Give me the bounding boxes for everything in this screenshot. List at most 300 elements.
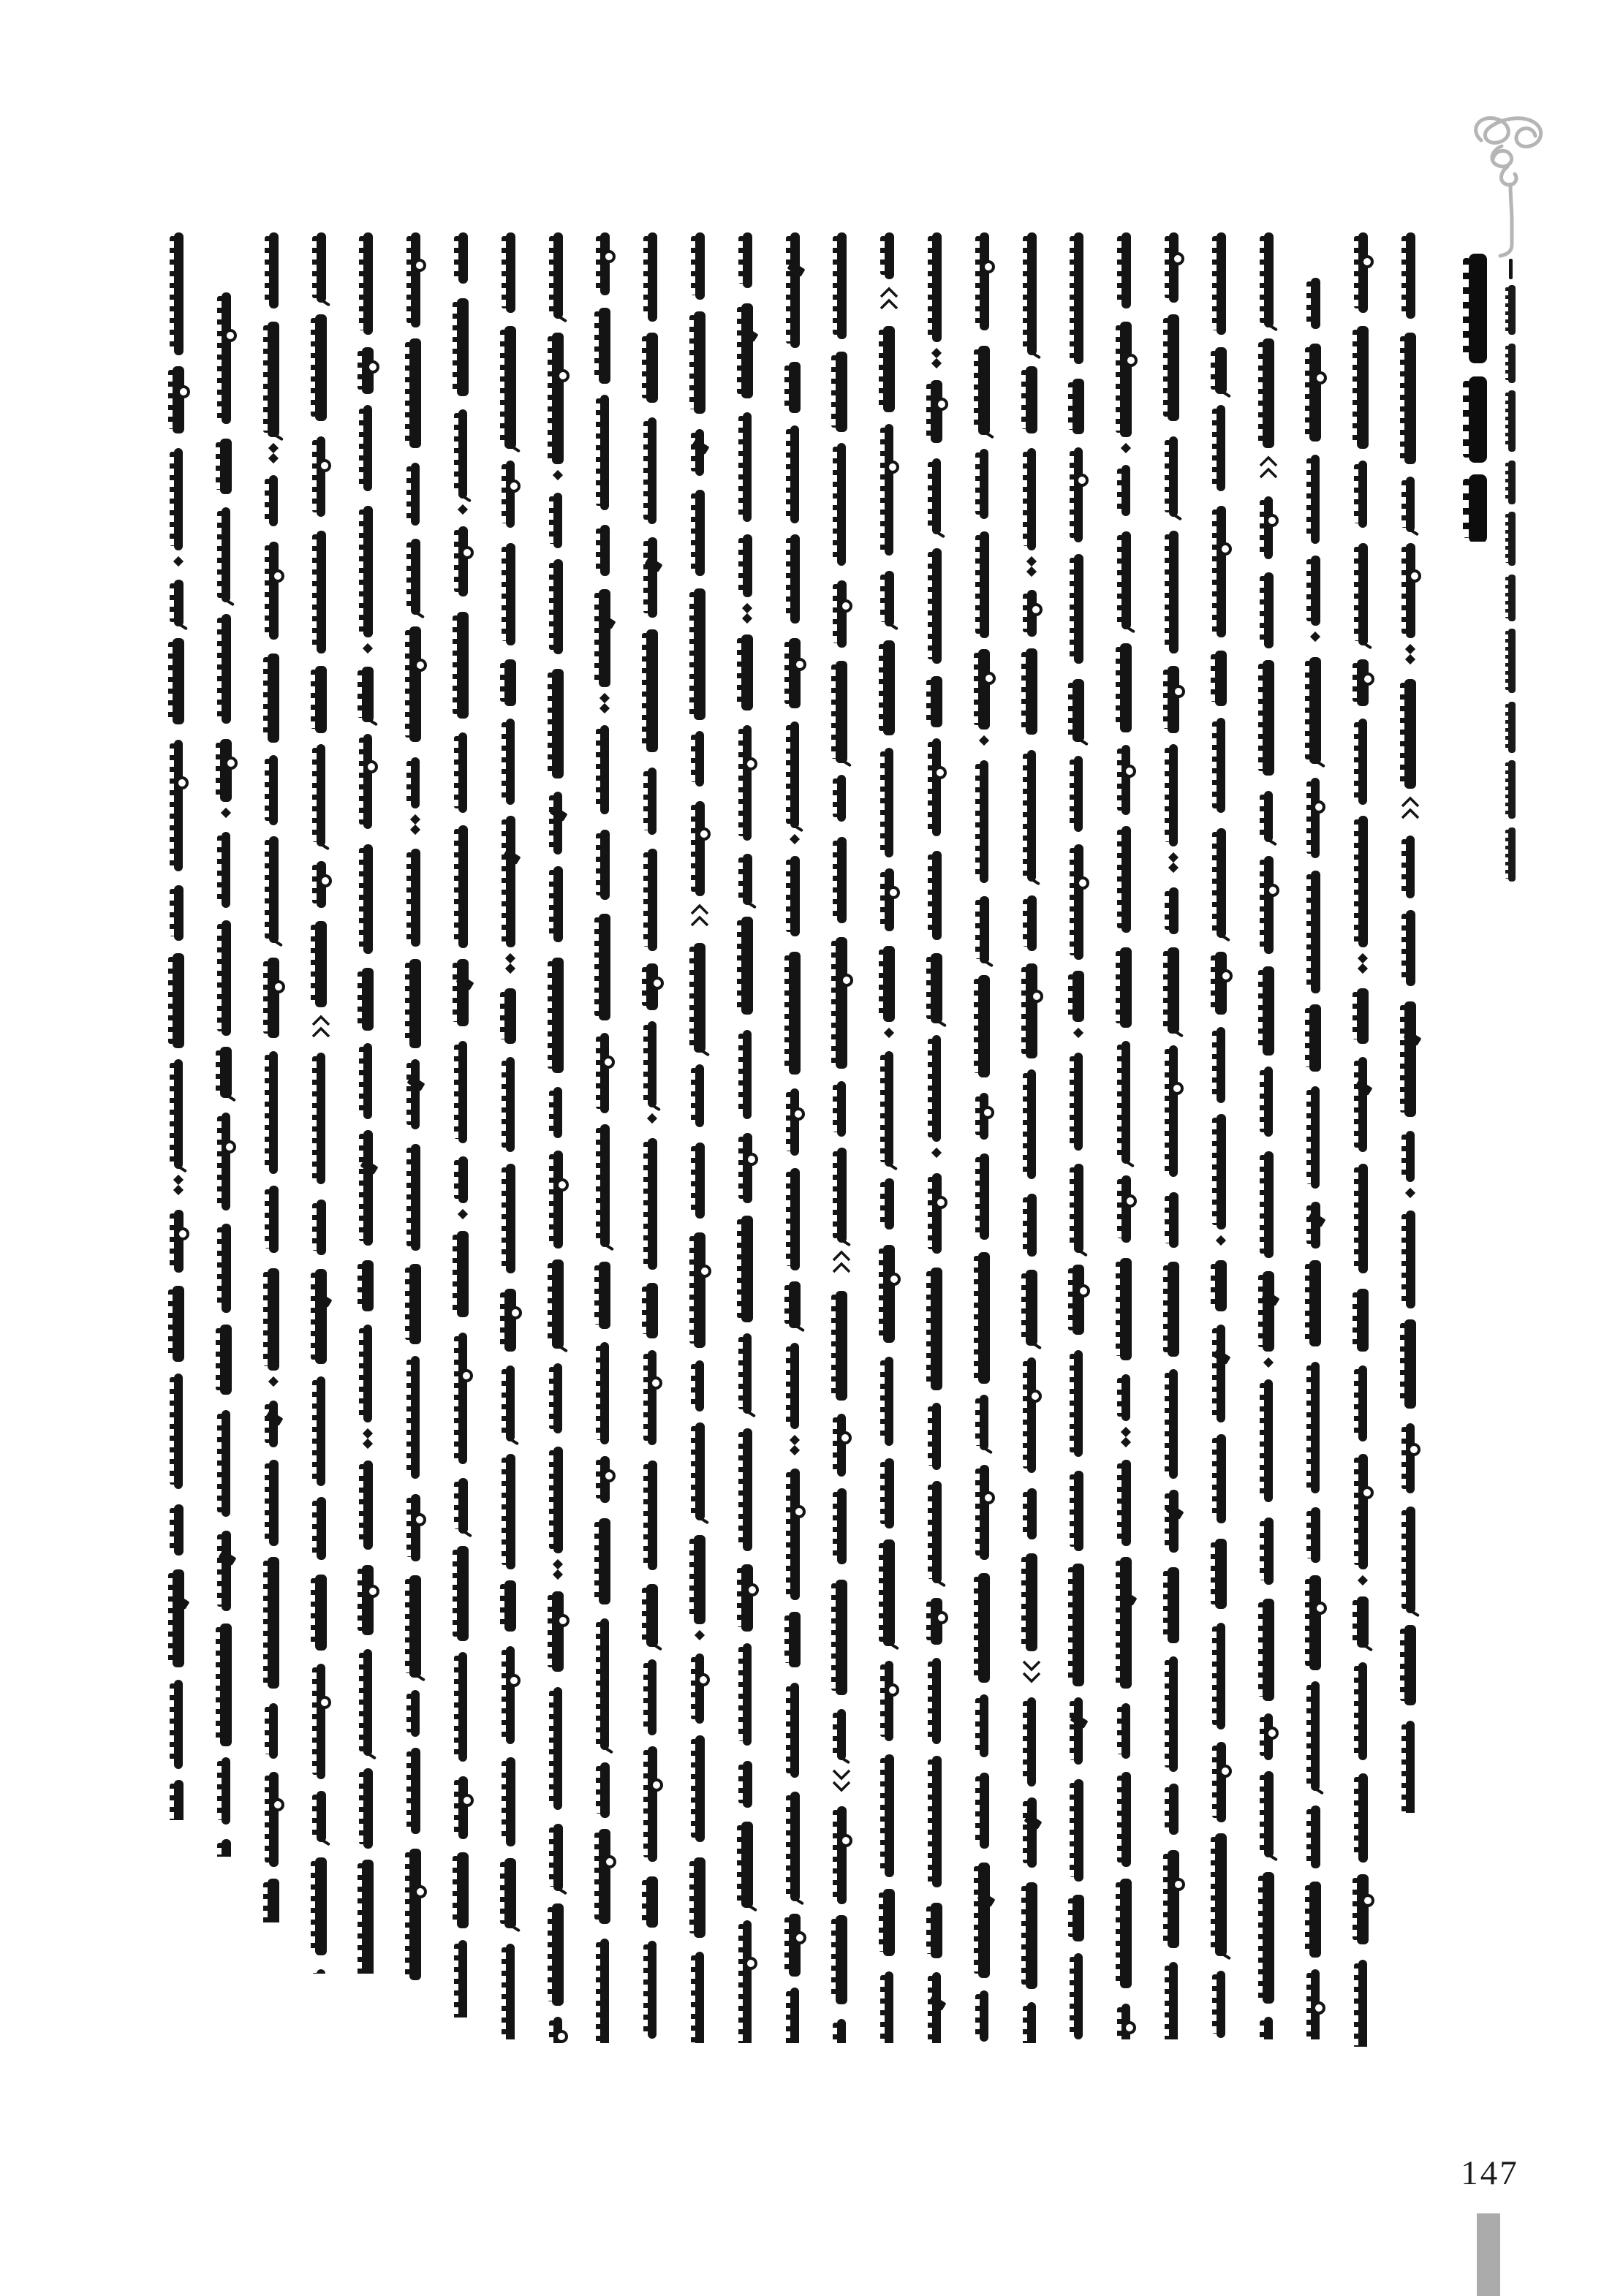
word-stroke [363, 405, 372, 491]
word-stroke [599, 1518, 610, 1604]
word-stroke [1169, 744, 1178, 846]
word-stroke [458, 825, 468, 948]
word-stroke [411, 1059, 420, 1129]
word-stroke [1264, 572, 1274, 648]
text-column [638, 232, 667, 2043]
word-stroke [409, 626, 421, 742]
word-stroke [694, 1857, 705, 1938]
flourish-ornament-icon [1456, 108, 1566, 259]
word-stroke [980, 1773, 989, 1849]
text-column [543, 232, 572, 2043]
punct-dot-icon [696, 1630, 703, 1640]
word-stroke [743, 412, 752, 522]
word-stroke [458, 232, 468, 284]
word-stroke [1072, 971, 1084, 1022]
word-stroke [599, 589, 610, 687]
text-column [211, 292, 241, 1857]
punct-dot-icon [459, 1209, 466, 1219]
word-stroke [837, 1488, 847, 1564]
word-stroke [1217, 1623, 1225, 1729]
punct-double-dot-icon [933, 348, 940, 368]
word-stroke [1217, 1114, 1226, 1230]
word-stroke [1406, 1507, 1415, 1613]
word-stroke [1027, 1797, 1037, 1868]
word-stroke [743, 1133, 752, 1203]
word-stroke [695, 1952, 704, 2043]
word-stroke [1309, 657, 1321, 764]
section-title-column [1461, 254, 1494, 542]
word-stroke [174, 1780, 184, 1820]
word-stroke [409, 1849, 421, 1980]
word-stroke [1027, 895, 1037, 951]
word-stroke [222, 292, 231, 424]
text-column [1301, 278, 1330, 2039]
word-stroke [173, 1286, 184, 1362]
word-stroke [268, 1268, 279, 1371]
word-stroke [1263, 1271, 1274, 1352]
text-column [1348, 232, 1377, 2047]
word-stroke [553, 1824, 563, 1891]
word-stroke [1026, 1882, 1037, 1989]
text-column [1396, 232, 1425, 1813]
punct-dot-icon [175, 556, 182, 567]
word-stroke [317, 1376, 325, 1486]
word-stroke [883, 946, 895, 1022]
word-stroke [411, 1356, 420, 1479]
word-stroke [506, 1365, 515, 1441]
word-stroke [409, 338, 421, 448]
word-stroke [1358, 1057, 1367, 1152]
word-stroke [506, 1757, 515, 1846]
word-stroke [173, 953, 184, 1048]
word-stroke [741, 1564, 753, 1632]
word-stroke [1217, 405, 1225, 491]
punct-dot-icon [222, 808, 230, 818]
word-stroke [1263, 1872, 1274, 2004]
word-stroke [648, 849, 657, 951]
word-stroke [1358, 543, 1368, 645]
word-stroke [743, 1920, 752, 2043]
word-stroke [1406, 1210, 1415, 1308]
word-stroke [790, 534, 800, 624]
text-column [685, 232, 714, 2043]
text-column [969, 232, 999, 2043]
word-stroke [1074, 1697, 1083, 1765]
word-stroke [1121, 745, 1130, 815]
word-stroke [790, 1683, 799, 1778]
word-stroke [932, 1403, 941, 1470]
word-stroke [553, 1087, 562, 1138]
word-stroke [1264, 1713, 1273, 1760]
word-stroke [1508, 344, 1516, 383]
word-stroke [1311, 1086, 1320, 1189]
word-stroke [837, 443, 846, 566]
word-stroke [932, 1972, 941, 2043]
word-stroke [978, 1863, 990, 1978]
word-stroke [457, 1546, 469, 1641]
word-stroke [695, 1735, 705, 1842]
word-stroke [1357, 988, 1369, 1044]
word-stroke [1469, 474, 1487, 542]
punct-double-dot-icon [1407, 644, 1414, 664]
word-stroke [695, 429, 704, 476]
word-stroke [1027, 2002, 1036, 2043]
word-stroke [1074, 1953, 1083, 2039]
word-stroke [362, 968, 374, 1031]
word-stroke [411, 1748, 420, 1834]
word-stroke [1264, 232, 1274, 327]
word-stroke [268, 1557, 279, 1689]
word-stroke [885, 1754, 894, 1877]
punct-double-dot-icon [1028, 556, 1035, 577]
word-stroke [409, 1264, 421, 1344]
word-stroke [1169, 1962, 1178, 2039]
punct-dot-icon [1312, 632, 1319, 642]
word-stroke [1264, 791, 1273, 842]
word-stroke [932, 1756, 942, 1887]
word-stroke [457, 1852, 469, 1928]
word-stroke [362, 667, 374, 722]
word-stroke [1309, 1882, 1321, 1958]
word-stroke [363, 1460, 373, 1550]
word-stroke [694, 311, 705, 414]
word-stroke [1217, 1434, 1226, 1523]
word-stroke [1120, 1258, 1132, 1360]
word-stroke [552, 1259, 564, 1349]
word-stroke [553, 1151, 563, 1249]
word-stroke [980, 1153, 989, 1240]
punct-dot-icon [1265, 1357, 1272, 1368]
word-stroke [980, 1465, 989, 1560]
word-stroke [648, 1659, 657, 1735]
word-stroke [836, 1915, 847, 2004]
punct-double-dot-icon [270, 443, 277, 463]
word-stroke [315, 1857, 327, 1955]
word-stroke [648, 1460, 657, 1570]
word-stroke [1215, 347, 1227, 394]
word-stroke [790, 1792, 800, 1901]
word-stroke [269, 1772, 279, 1867]
word-stroke [648, 1138, 657, 1270]
word-stroke [506, 543, 515, 645]
word-stroke [1508, 629, 1516, 693]
word-stroke [1217, 232, 1226, 335]
word-stroke [1311, 278, 1320, 329]
word-stroke [411, 463, 420, 526]
word-stroke [457, 298, 469, 396]
text-column [780, 232, 809, 2043]
word-stroke [1404, 679, 1416, 789]
word-stroke [268, 1879, 279, 1922]
word-stroke [411, 232, 420, 327]
word-stroke [646, 333, 658, 403]
word-stroke [411, 1144, 420, 1251]
word-stroke [552, 958, 564, 1073]
word-stroke [409, 1575, 421, 1678]
word-stroke [885, 748, 893, 857]
punct-dot-icon [364, 643, 371, 653]
word-stroke [411, 539, 420, 615]
word-stroke [600, 1762, 610, 1818]
word-stroke [458, 1776, 468, 1839]
word-stroke [1168, 1262, 1179, 1357]
word-stroke [1169, 232, 1179, 303]
word-stroke [1358, 1164, 1368, 1273]
word-stroke [1263, 660, 1274, 776]
word-stroke [458, 1478, 468, 1534]
word-stroke [646, 629, 658, 752]
word-stroke [174, 1680, 183, 1769]
word-stroke [1215, 1833, 1227, 1956]
punct-double-dot-icon [364, 1428, 371, 1449]
word-stroke [1217, 718, 1225, 813]
word-stroke [222, 614, 231, 724]
word-stroke [931, 1903, 942, 1958]
punct-dot-icon [648, 1113, 656, 1124]
word-stroke [836, 1291, 847, 1401]
word-stroke [1508, 575, 1516, 621]
text-column [1254, 232, 1283, 2039]
word-stroke [1311, 1806, 1320, 1868]
word-stroke [978, 975, 990, 1077]
word-stroke [694, 943, 705, 1053]
word-stroke [1121, 1460, 1131, 1546]
word-stroke [174, 232, 184, 355]
word-stroke [1168, 314, 1179, 421]
word-stroke [1358, 1773, 1368, 1863]
word-stroke [1357, 1289, 1369, 1352]
word-stroke [1264, 496, 1273, 559]
word-stroke [790, 1088, 799, 1156]
word-stroke [741, 917, 753, 1015]
word-stroke [743, 1333, 752, 1414]
word-stroke [1217, 506, 1226, 637]
word-stroke [1406, 910, 1415, 986]
word-stroke [932, 458, 941, 534]
word-stroke [363, 1130, 373, 1246]
word-stroke [174, 885, 184, 941]
word-stroke [1309, 344, 1321, 442]
punct-double-dot-icon [791, 1435, 798, 1455]
word-stroke [1169, 1369, 1178, 1479]
word-stroke [1074, 554, 1083, 664]
word-stroke [743, 534, 752, 597]
word-stroke [743, 725, 752, 841]
word-stroke [552, 1903, 564, 2006]
word-stroke [504, 326, 516, 449]
word-stroke [836, 1580, 847, 1695]
word-stroke [837, 1414, 846, 1477]
word-stroke [1508, 760, 1516, 819]
text-column [1064, 232, 1093, 2043]
word-stroke [599, 914, 610, 1020]
word-stroke [883, 1245, 895, 1343]
word-stroke [1026, 648, 1037, 735]
word-stroke [504, 659, 516, 706]
word-stroke [931, 1268, 942, 1390]
punct-dot-icon [1075, 1028, 1082, 1038]
word-stroke [1168, 947, 1179, 1034]
word-stroke [1263, 966, 1274, 1056]
quote-close-icon [831, 1766, 852, 1794]
word-stroke [506, 1057, 515, 1152]
word-stroke [695, 490, 705, 576]
word-stroke [1121, 1041, 1130, 1164]
word-stroke [790, 1469, 800, 1600]
word-stroke [980, 896, 989, 963]
quote-open-icon [1399, 795, 1421, 822]
word-stroke [883, 640, 895, 735]
word-stroke [1311, 1202, 1320, 1249]
word-stroke [978, 649, 990, 730]
word-stroke [458, 732, 467, 813]
word-stroke [1215, 1260, 1227, 1311]
word-stroke [1074, 1779, 1083, 1882]
word-stroke [363, 1043, 372, 1119]
word-stroke [1027, 1697, 1036, 1787]
word-stroke [1120, 947, 1132, 1028]
word-stroke [883, 1889, 895, 1956]
word-stroke [269, 836, 279, 943]
word-stroke [980, 1093, 988, 1140]
word-stroke [1309, 1575, 1321, 1670]
word-stroke [269, 232, 279, 308]
word-stroke [362, 1565, 374, 1635]
word-stroke [174, 580, 184, 626]
word-stroke [885, 1178, 894, 1230]
word-stroke [600, 525, 610, 576]
word-stroke [980, 1990, 988, 2042]
word-stroke [1311, 1362, 1320, 1493]
word-stroke [1217, 1027, 1225, 1103]
word-stroke [1358, 1454, 1368, 1569]
word-stroke [363, 1325, 372, 1422]
word-stroke [932, 1481, 942, 1583]
word-stroke [317, 1664, 325, 1779]
word-stroke [552, 333, 564, 464]
word-stroke [1264, 1379, 1273, 1502]
word-stroke [1121, 232, 1131, 308]
text-column [827, 232, 856, 2043]
word-stroke [1027, 590, 1037, 637]
word-stroke [1074, 447, 1083, 542]
word-stroke [836, 937, 847, 1069]
word-stroke [1074, 232, 1083, 364]
word-stroke [1406, 1721, 1415, 1813]
word-stroke [173, 366, 184, 433]
word-stroke [932, 738, 941, 836]
word-stroke [553, 559, 563, 654]
word-stroke [553, 866, 563, 942]
punct-dot-icon [1407, 1188, 1414, 1198]
word-stroke [600, 1342, 609, 1444]
word-stroke [743, 1761, 752, 1808]
word-stroke [1168, 666, 1179, 733]
punct-dot-icon [459, 504, 466, 515]
word-stroke [837, 1806, 847, 1904]
word-stroke [1263, 338, 1274, 448]
word-stroke [599, 308, 610, 384]
word-stroke [222, 1839, 231, 1857]
word-stroke [1074, 756, 1083, 832]
word-stroke [1027, 1194, 1037, 1257]
word-stroke [695, 731, 704, 787]
word-stroke [646, 1876, 658, 1928]
word-stroke [1404, 1001, 1416, 1117]
word-stroke [646, 1283, 658, 1338]
word-stroke [268, 958, 279, 1038]
word-stroke [932, 232, 942, 342]
word-stroke [1027, 1488, 1037, 1539]
punct-double-dot-icon [175, 1175, 182, 1195]
word-stroke [174, 448, 183, 550]
word-stroke [173, 638, 184, 724]
word-stroke [317, 1791, 326, 1842]
word-stroke [1027, 232, 1037, 355]
word-stroke [269, 1051, 278, 1174]
word-stroke [978, 1252, 990, 1384]
word-stroke [1508, 390, 1516, 452]
word-stroke [1168, 1567, 1179, 1643]
word-stroke [1311, 778, 1320, 858]
word-stroke [980, 1395, 988, 1450]
word-stroke [269, 542, 279, 640]
word-stroke [648, 537, 657, 618]
header-dash [1509, 259, 1513, 279]
word-stroke [269, 1460, 279, 1546]
word-stroke [553, 792, 562, 855]
word-stroke [174, 740, 183, 871]
word-stroke [1357, 326, 1369, 449]
word-stroke [363, 1649, 372, 1756]
word-stroke [1072, 379, 1084, 434]
word-stroke [599, 1262, 610, 1329]
word-stroke [411, 757, 420, 808]
word-stroke [646, 963, 658, 1010]
word-stroke [837, 1148, 847, 1243]
word-stroke [743, 1030, 752, 1119]
word-stroke [885, 1661, 893, 1741]
word-stroke [1121, 1374, 1130, 1421]
word-stroke [695, 232, 705, 300]
word-stroke [362, 1260, 374, 1311]
text-column [259, 232, 288, 1922]
word-stroke [174, 1210, 184, 1273]
text-column [922, 232, 951, 2043]
word-stroke [1074, 1350, 1083, 1457]
word-stroke [317, 1969, 325, 1974]
text-column [1159, 232, 1188, 2039]
word-stroke [1508, 461, 1516, 504]
text-column [1017, 232, 1046, 2043]
word-stroke [268, 653, 279, 743]
word-stroke [694, 1535, 705, 1624]
word-stroke [1404, 1625, 1416, 1705]
word-stroke [411, 849, 420, 947]
word-stroke [504, 1580, 516, 1632]
word-stroke [695, 1653, 704, 1724]
word-stroke [1074, 1471, 1083, 1551]
word-stroke [1309, 1004, 1321, 1072]
word-stroke [1121, 465, 1130, 516]
word-stroke [458, 409, 467, 499]
word-stroke [173, 1569, 184, 1667]
word-stroke [1169, 436, 1178, 517]
text-column [1206, 232, 1236, 2039]
word-stroke [1357, 1596, 1369, 1648]
word-stroke [1358, 719, 1367, 805]
text-column [496, 232, 525, 2039]
